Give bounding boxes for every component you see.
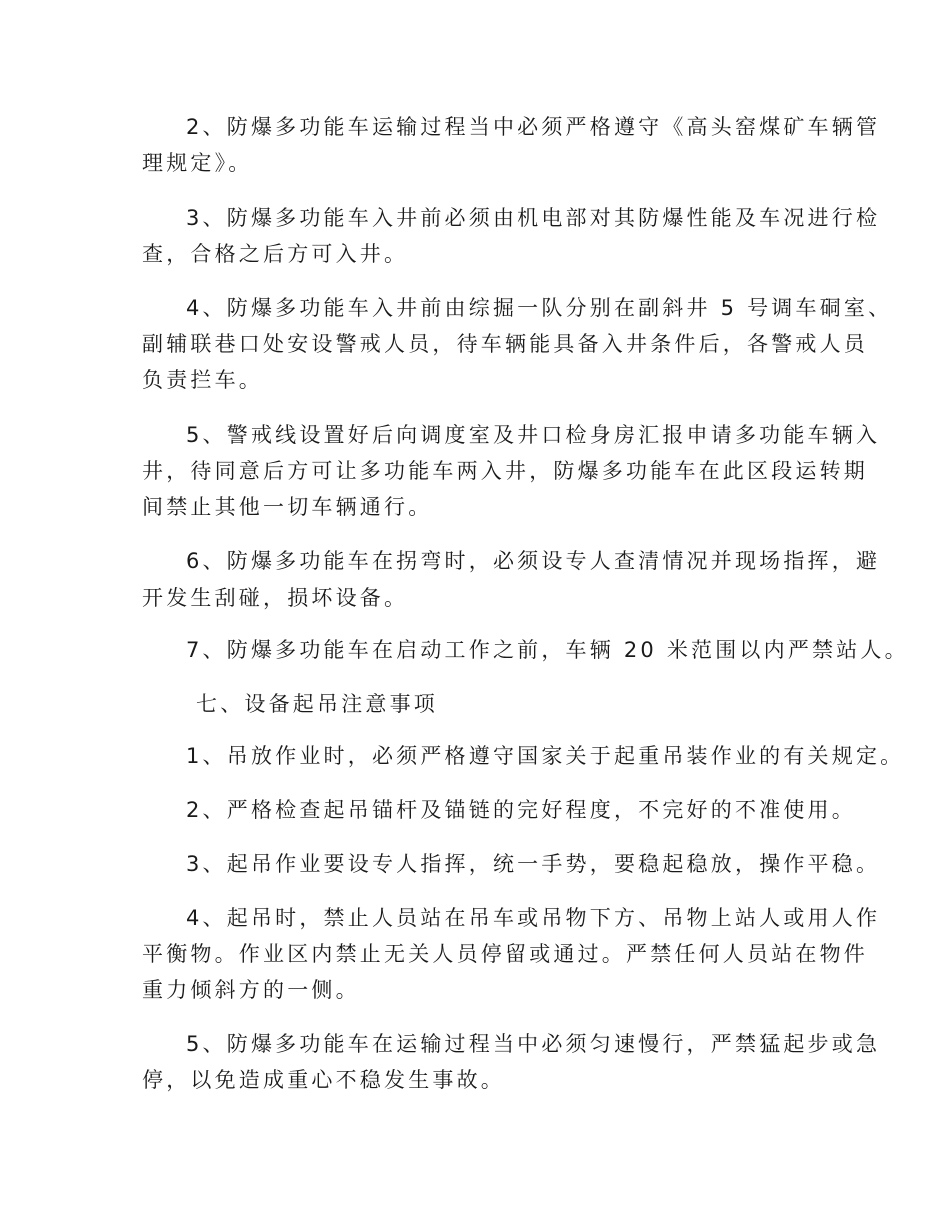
hoist-item-4-line-1: 4、起吊时，禁止人员站在吊车或吊物下方、吊物上站人或用人作 — [186, 906, 881, 930]
paragraph-4-line-2: 副辅联巷口处安设警戒人员，待车辆能具备入井条件后，各警戒人员 — [142, 332, 868, 356]
paragraph-3-line-1: 3、防爆多功能车入井前必须由机电部对其防爆性能及车况进行检 — [186, 206, 881, 230]
paragraph-4-line-3: 负责拦车。 — [142, 368, 263, 392]
paragraph-6-line-1: 6、防爆多功能车在拐弯时，必须设专人查清情况并现场指挥，避 — [186, 549, 881, 573]
paragraph-7-line-1: 7、防爆多功能车在启动工作之前，车辆 20 米范围以内严禁站人。 — [186, 638, 909, 662]
hoist-item-4-line-2: 平衡物。作业区内禁止无关人员停留或通过。严禁任何人员站在物件 — [142, 942, 868, 966]
paragraph-5-line-3: 间禁止其他一切车辆通行。 — [142, 495, 433, 519]
hoist-item-4-line-3: 重力倾斜方的一侧。 — [142, 978, 360, 1002]
paragraph-3-line-2: 查，合格之后方可入井。 — [142, 242, 409, 266]
paragraph-5-line-2: 井，待同意后方可让多功能车两入井，防爆多功能车在此区段运转期 — [142, 459, 868, 483]
hoist-item-5-line-1: 5、防爆多功能车在运输过程当中必须匀速慢行，严禁猛起步或急 — [186, 1032, 881, 1056]
paragraph-2-line-1: 2、防爆多功能车运输过程当中必须严格遵守《高头窑煤矿车辆管 — [186, 115, 881, 139]
section-heading: 七、设备起吊注意事项 — [196, 692, 438, 716]
paragraph-6-line-2: 开发生刮碰，损坏设备。 — [142, 586, 409, 610]
hoist-item-3: 3、起吊作业要设专人指挥，统一手势，要稳起稳放，操作平稳。 — [186, 852, 881, 876]
paragraph-5-line-1: 5、警戒线设置好后向调度室及井口检身房汇报申请多功能车辆入 — [186, 423, 881, 447]
hoist-item-1: 1、吊放作业时，必须严格遵守国家关于起重吊装作业的有关规定。 — [186, 744, 905, 768]
hoist-item-5-line-2: 停，以免造成重心不稳发生事故。 — [142, 1068, 505, 1092]
paragraph-4-line-1: 4、防爆多功能车入井前由综掘一队分别在副斜井 5 号调车硐室、 — [186, 296, 893, 320]
paragraph-2-line-2: 理规定》。 — [142, 151, 253, 175]
hoist-item-2: 2、严格检查起吊锚杆及锚链的完好程度，不完好的不准使用。 — [186, 798, 856, 822]
